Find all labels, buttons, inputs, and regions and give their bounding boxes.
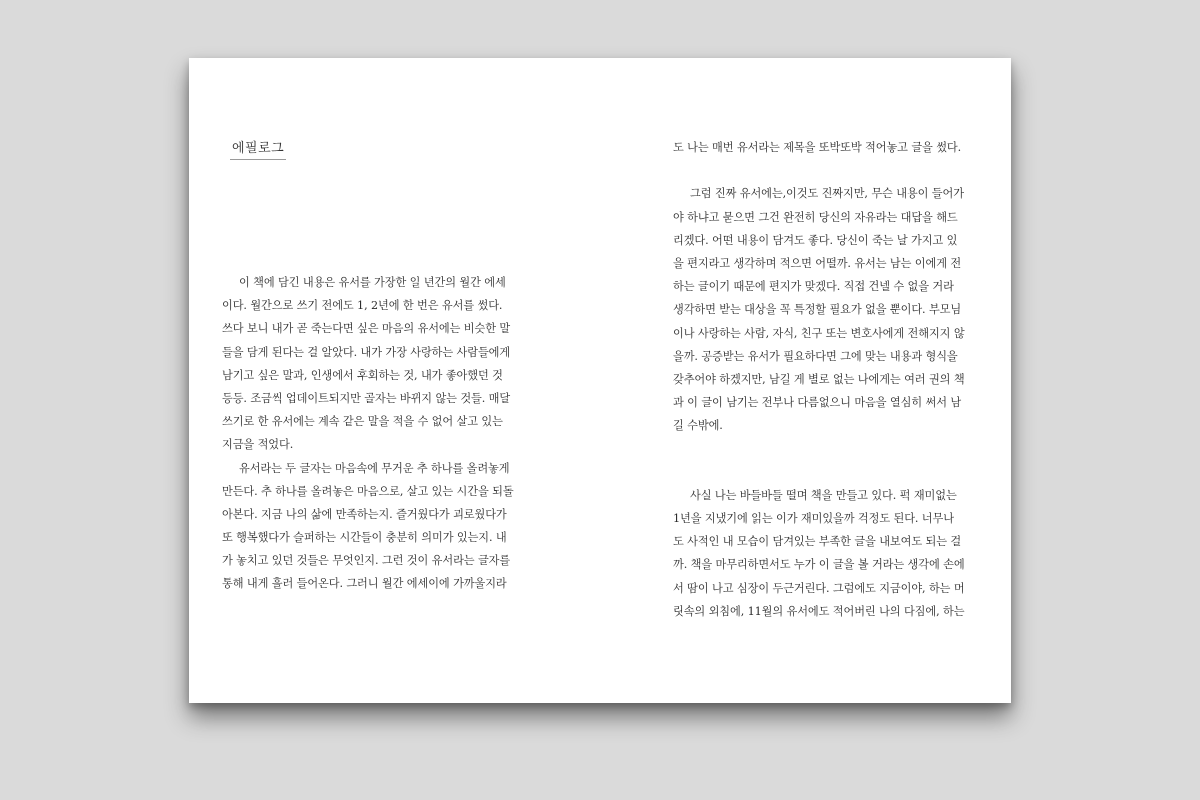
text-line: 리겠다. 어떤 내용이 담겨도 좋다. 당신이 죽는 날 가지고 있 [673, 233, 958, 247]
text-line: 도 사적인 내 모습이 담겨있는 부족한 글을 내보여도 되는 걸 [673, 535, 962, 549]
text-line: 야 하냐고 묻으면 그건 완전히 당신의 자유라는 대답을 해드 [673, 210, 958, 224]
text-line: 하는 글이기 때문에 편지가 맞겠다. 직접 건넬 수 없을 거라 [673, 280, 954, 294]
text-line: 이다. 월간으로 쓰기 전에도 1, 2년에 한 번은 유서를 썼다. [222, 299, 503, 313]
text-line: 또 행복했다가 슬퍼하는 시간들이 충분히 의미가 있는지. 내 [222, 531, 507, 545]
text-line: 쓰다 보니 내가 곧 죽는다면 싶은 마음의 유서에는 비슷한 말 [222, 322, 511, 336]
text-line: 생각하면 받는 대상을 꼭 특정할 필요가 없을 뿐이다. 부모님 [673, 303, 962, 317]
text-line: 서 땀이 나고 심장이 두근거린다. 그럼에도 지금이야, 하는 머 [673, 581, 965, 595]
text-line: 아본다. 지금 나의 삶에 만족하는지. 즐거웠다가 괴로웠다가 [222, 507, 507, 521]
text-line: 1년을 지냈기에 읽는 이가 재미있을까 걱정도 된다. 너무나 [673, 512, 954, 525]
text-line: 남기고 싶은 말과, 인생에서 후회하는 것, 내가 좋아했던 것 [222, 368, 503, 382]
text-line: 유서라는 두 글자는 마음속에 무거운 추 하나를 올려놓게 [239, 461, 510, 475]
text-line: 만든다. 추 하나를 올려놓은 마음으로, 살고 있는 시간을 되돌 [222, 484, 514, 498]
paragraph-gap [673, 159, 983, 182]
text-line: 릿속의 외침에, 11월의 유서에도 적어버린 나의 다짐에, 하는 [673, 604, 965, 618]
text-line: 길 수밖에. [673, 419, 723, 433]
text-line: 갖추어야 하겠지만, 남길 게 별로 없는 나에게는 여러 권의 책 [673, 372, 965, 386]
text-line: 그럼 진짜 유서에는,이것도 진짜지만, 무슨 내용이 들어가 [690, 187, 964, 201]
text-line: 이나 사랑하는 사람, 자식, 친구 또는 변호사에게 전해지지 않 [673, 326, 965, 340]
left-page-body [222, 271, 532, 596]
right-page-body [673, 136, 983, 623]
text-line: 들을 담게 된다는 걸 알았다. 내가 가장 사랑하는 사람들에게 [222, 345, 511, 359]
chapter-title: 에필로그 [230, 137, 286, 160]
paragraph-gap [673, 437, 983, 460]
text-line: 가 놓치고 있던 것들은 무엇인지. 그런 것이 유서라는 글자를 [222, 554, 511, 568]
right-page [600, 58, 1011, 703]
text-line: 을 편지라고 생각하며 적으면 어떨까. 유서는 남는 이에게 전 [673, 256, 962, 270]
text-line: 쓰기로 한 유서에는 계속 같은 말을 적을 수 없어 살고 있는 [222, 415, 503, 429]
text-line: 통해 내게 흘러 들어온다. 그러니 월간 에세이에 가까울지라 [222, 577, 507, 591]
text-line: 사실 나는 바들바들 떨며 책을 만들고 있다. 퍽 재미없는 [690, 488, 957, 502]
text-line: 등등. 조금씩 업데이트되지만 골자는 바뀌지 않는 것들. 매달 [222, 391, 511, 405]
text-line: 과 이 글이 남기는 전부나 다름없으니 마음을 열심히 써서 남 [673, 396, 962, 410]
paragraph-gap [673, 461, 983, 484]
left-page [189, 58, 600, 703]
text-line: 이 책에 담긴 내용은 유서를 가장한 일 년간의 월간 에세 [239, 276, 506, 289]
open-book-spread [189, 58, 1011, 703]
text-line: 도 나는 매번 유서라는 제목을 또박또박 적어놓고 글을 썼다. [673, 141, 962, 154]
text-line: 을까. 공증받는 유서가 필요하다면 그에 맞는 내용과 형식을 [673, 349, 958, 363]
text-line: 까. 책을 마무리하면서도 누가 이 글을 볼 거라는 생각에 손에 [673, 558, 965, 572]
text-line: 지금을 적었다. [222, 438, 294, 452]
